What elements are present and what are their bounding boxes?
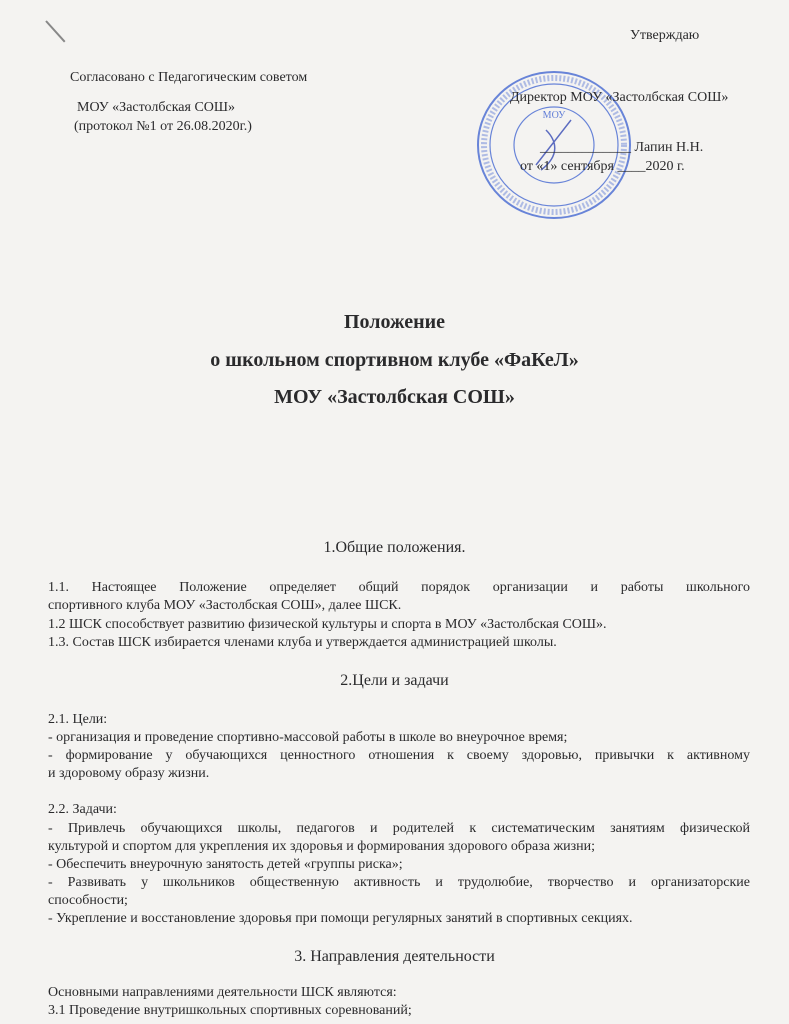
agreed-protocol: (протокол №1 от 26.08.2020г.): [74, 119, 252, 134]
director-line: Директор МОУ «Застолбская СОШ»: [510, 90, 729, 105]
text-line: 2.2. Задачи:: [48, 802, 117, 817]
text-line: 1.1. Настоящее Положение определяет общий порядок организации и работы школьного: [48, 580, 750, 595]
text-line: культурой и спортом для укрепления их здоровья и формирования здорового образа жизни;: [48, 839, 596, 854]
text-line: спортивного клуба МОУ «Застолбская СОШ», далее ШСК.: [48, 598, 402, 613]
approve-label: Утверждаю: [630, 28, 700, 43]
text-line: 2.1. Цели:: [48, 712, 108, 727]
text-line: способности;: [48, 893, 128, 908]
text-line: и здоровому образу жизни.: [48, 766, 210, 781]
text-line: 1.3. Состав ШСК избирается членами клуба и утверждается администрацией школы.: [48, 635, 557, 650]
doc-subtitle: о школьном спортивном клубе «ФаКеЛ»: [210, 349, 579, 371]
text-line: Основными направлениями деятельности ШСК являются:: [48, 985, 397, 1000]
agreed-school: МОУ «Застолбская СОШ»: [77, 100, 236, 115]
text-line: - Укрепление и восстановление здоровья при помощи регулярных занятий в спортивных секциях.: [48, 911, 633, 926]
text-line: - формирование у обучающихся ценностного отношения к своему здоровью, привычки к активному: [48, 748, 750, 763]
agreed-line: Согласовано с Педагогическим советом: [70, 70, 308, 85]
text-line: 3.1 Проведение внутришкольных спортивных соревнований;: [48, 1003, 412, 1018]
text-line: - Обеспечить внеурочную занятость детей «группы риска»;: [48, 857, 403, 872]
date-line: от «1» сентября ____2020 г.: [520, 159, 685, 174]
signature-line: _____________ Лапин Н.Н.: [540, 140, 704, 155]
text-line: 1.2 ШСК способствует развитию физической культуры и спорта в МОУ «Застолбская СОШ».: [48, 617, 607, 632]
text-line: - Развивать у школьников общественную активность и трудолюбие, творчество и организаторские: [48, 875, 750, 890]
text-line: - Привлечь обучающихся школы, педагогов и родителей к систематическим занятиям физической: [48, 821, 750, 836]
stamp-lettering: МОУ: [542, 110, 566, 121]
text-line: - организация и проведение спортивно-массовой работы в школе во внеурочное время;: [48, 730, 568, 745]
scan-mark: [45, 20, 65, 42]
section-1-heading: 1.Общие положения.: [323, 539, 466, 556]
doc-title: Положение: [343, 311, 446, 333]
section-3-heading: 3. Направления деятельности: [294, 948, 495, 965]
section-2-heading: 2.Цели и задачи: [340, 672, 449, 689]
doc-school: МОУ «Застолбская СОШ»: [274, 386, 515, 408]
